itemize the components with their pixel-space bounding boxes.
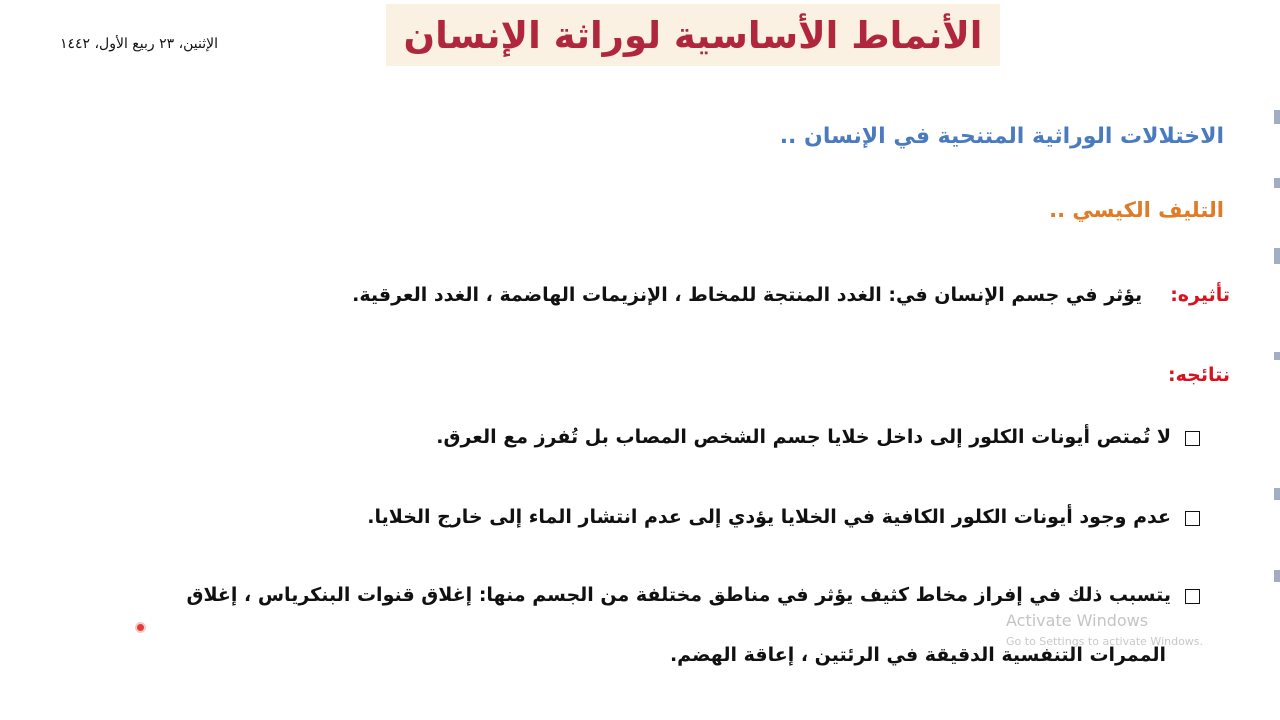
edge-fragment: [1274, 178, 1280, 188]
date-label: الإثنين، ٢٣ ربيع الأول، ١٤٤٢: [60, 36, 218, 52]
edge-fragment: [1274, 248, 1280, 264]
list-item: [367, 506, 1200, 528]
checkbox-icon: [1185, 511, 1200, 526]
page-title: الأنماط الأساسية لوراثة الإنسان: [403, 13, 983, 57]
list-item-text: يتسبب ذلك في إفراز مخاط كثيف يؤثر في مناطق مختلفة من الجسم منها: إغلاق قنوات البنكرياس ، إغلاق: [186, 584, 1171, 606]
title-banner: [386, 4, 1000, 66]
edge-fragment: [1274, 570, 1280, 582]
list-item: [186, 584, 1200, 606]
sub-heading: التليف الكيسي ..: [1049, 198, 1224, 222]
activation-watermark-title: Activate Windows: [1006, 611, 1149, 630]
checkbox-icon: [1185, 431, 1200, 446]
list-item-text: عدم وجود أيونات الكلور الكافية في الخلايا يؤدي إلى عدم انتشار الماء إلى خارج الخلايا.: [367, 506, 1171, 528]
activation-watermark-subtitle: Go to Settings to activate Windows.: [1006, 635, 1204, 648]
effect-text: يؤثر في جسم الإنسان في: الغدد المنتجة للمخاط ، الإنزيمات الهاضمة ، الغدد العرقية.: [352, 284, 1143, 306]
list-item-continuation: الممرات التنفسية الدقيقة في الرئتين ، إعاقة الهضم.: [669, 644, 1166, 666]
list-item: [436, 426, 1200, 448]
list-item-text: لا تُمتص أيونات الكلور إلى داخل خلايا جسم الشخص المصاب بل تُفرز مع العرق.: [436, 426, 1171, 448]
checkbox-icon: [1185, 589, 1200, 604]
results-label: نتائجه:: [1168, 364, 1230, 386]
effect-label: تأثيره:: [1170, 284, 1230, 306]
edge-fragment: [1274, 110, 1280, 124]
pointer-dot-icon: [135, 622, 146, 633]
effect-line: [352, 284, 1230, 306]
edge-fragment: [1274, 488, 1280, 500]
edge-fragment: [1274, 352, 1280, 360]
section-heading: الاختلالات الوراثية المتنحية في الإنسان ..: [779, 124, 1224, 149]
